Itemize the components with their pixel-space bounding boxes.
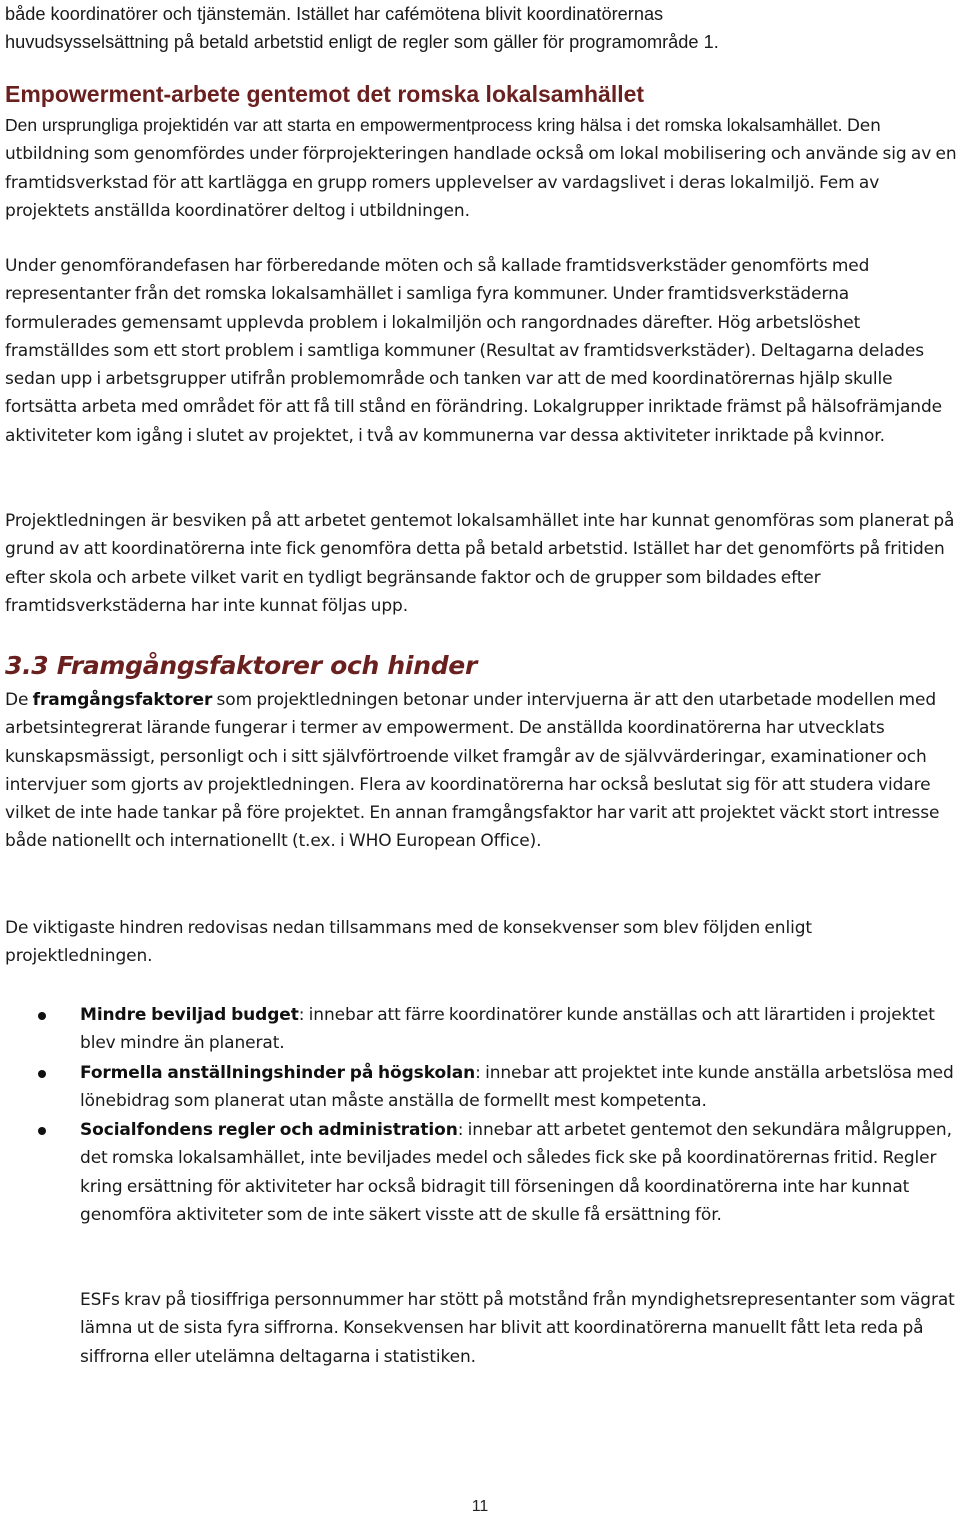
bullet-icon <box>38 1127 46 1135</box>
empowerment-section <box>5 80 957 225</box>
success-factors-body: som projektledningen betonar under intervjuerna är att den utarbetade modellen med arbetsintegrerat lärande fungerar i termer av empowerment. De anställda koordinatörerna har utvecklats kunskapsmässigt, personligt och i sitt självförtroende vilket framgår av de självvärderingar, examinationer och intervjuer som gjorts av projektledningen. Flera av koordinatörerna har också beslutat sig för att studera vidare vilket de inte hade tankar på före projektet. En annan framgångsfaktor har varit att projektet väckt stort intresse både nationellt och internationellt (t.ex. i WHO European Office). <box>5 690 940 852</box>
intro-paragraph <box>5 0 957 56</box>
obstacle-title: Formella anställningshinder på högskolan <box>80 1062 476 1083</box>
obstacle-item <box>5 1001 957 1058</box>
obstacle-title: Mindre beviljad budget <box>80 1005 299 1025</box>
bullet-icon <box>38 1012 46 1020</box>
empowerment-paragraph-1 <box>5 111 957 225</box>
obstacle-item <box>5 1059 957 1116</box>
bullet-icon <box>38 1070 46 1078</box>
obstacle-text: : innebar att färre koordinatörer kunde anställas och att lärartiden i projektet blev mindre än planerat. <box>80 1005 935 1054</box>
obstacles-intro-paragraph: De viktigaste hindren redovisas nedan tillsammans med de konsekvenser som blev följden enligt projektledningen. <box>5 918 812 967</box>
empowerment-paragraph-1-lead: Den ursprungliga projektidén var att starta en empowermentprocess kring hälsa i det romska lokalsamhället. <box>5 115 843 135</box>
paragraph-projektledningen: Projektledningen är besviken på att arbetet gentemot lokalsamhället inte har kunnat genomföras som planerat på grund av att koordinatörerna inte fick genomföra detta på betald arbetstid. Istället har det genomförts på fritiden efter skola och arbete vilket varit en tydligt begränsande faktor och de grupper som bildades efter framtidsverkstäderna har inte kunnat följas upp. <box>5 511 955 616</box>
obstacle-title: Socialfondens regler och administration <box>80 1120 458 1141</box>
empowerment-paragraph-1-body: Den utbildning som genomfördes under förprojekteringen handlade också om lokal mobilisering och använde sig av en framtidsverkstad för att kartlägga en grupp romers upplevelser av vardagslivet i deras lokalmiljö. Fem av projektets anställda koordinatörer deltog i utbildningen. <box>5 116 957 221</box>
esf-paragraph-block <box>80 1286 957 1371</box>
section-heading: 3.3 Framgångsfaktorer och hinder <box>5 651 477 680</box>
esf-paragraph: ESFs krav på tiosiffriga personnummer har stött på motstånd från myndighetsrepresentanter som vägrat lämna ut de sista fyra siffrorna. Konsekvensen har blivit att koordinatörerna manuellt fått leta reda på siffrorna eller utelämna deltagarna i statistiken. <box>80 1290 955 1367</box>
intro-line-2: huvudsysselsättning på betald arbetstid enligt de regler som gäller för programområde 1. <box>5 32 719 52</box>
obstacle-text: : innebar att arbetet gentemot den sekundära målgruppen, det romska lokalsamhället, inte beviljades medel och således fick ske på koordinatörernas fritid. Regler kring ersättning för aktiviteter har också bidragit till förseningen då koordinatörerna inte har kunnat genomföra aktiviteter som de inte säkert visste att de skulle få ersättning för. <box>80 1120 952 1226</box>
empowerment-paragraph-2 <box>5 252 957 450</box>
success-factors-section <box>5 651 957 856</box>
obstacle-item <box>5 1116 957 1229</box>
page-number: 11 <box>471 1498 489 1515</box>
success-factors-prefix: De <box>5 690 33 710</box>
success-factors-bold-term: framgångsfaktorer <box>32 690 213 710</box>
obstacle-text: : innebar att projektet inte kunde anställa arbetslösa med lönebidrag som planerat utan måste anställa de formellt mest kompetenta. <box>80 1062 954 1111</box>
paragraph-genomforandefasen: Under genomförandefasen har förberedande möten och så kallade framtidsverkstäder genomförts med representanter från det romska lokalsamhället i samliga fyra kommuner. Under framtidsverkstäderna formulerades gemensamt upplevda problem i lokalmiljön och rangordnades därefter. Hög arbetslöshet framställdes som ett stort problem i samtliga kommuner (Resultat av framtidsverkstäder). Deltagarna delades sedan upp i arbetsgrupper utifrån problemområde och tanken var att de med koordinatörernas hjälp skulle fortsätta arbeta med området för att få till stånd en förändring. Lokalgrupper inriktade främst på hälsofrämjande aktiviteter kom igång i slutet av projektet, i två av kommunerna var dessa aktiviteter inriktade på kvinnor. <box>5 256 942 446</box>
obstacles-intro <box>5 914 957 971</box>
intro-line-1: både koordinatörer och tjänstemän. Istället har cafémötena blivit koordinatörernas <box>5 4 664 24</box>
empowerment-paragraph-3 <box>5 507 957 620</box>
success-factors-paragraph <box>5 686 957 856</box>
empowerment-heading: Empowerment-arbete gentemot det romska lokalsamhället <box>5 81 645 107</box>
obstacles-list <box>5 1001 957 1230</box>
